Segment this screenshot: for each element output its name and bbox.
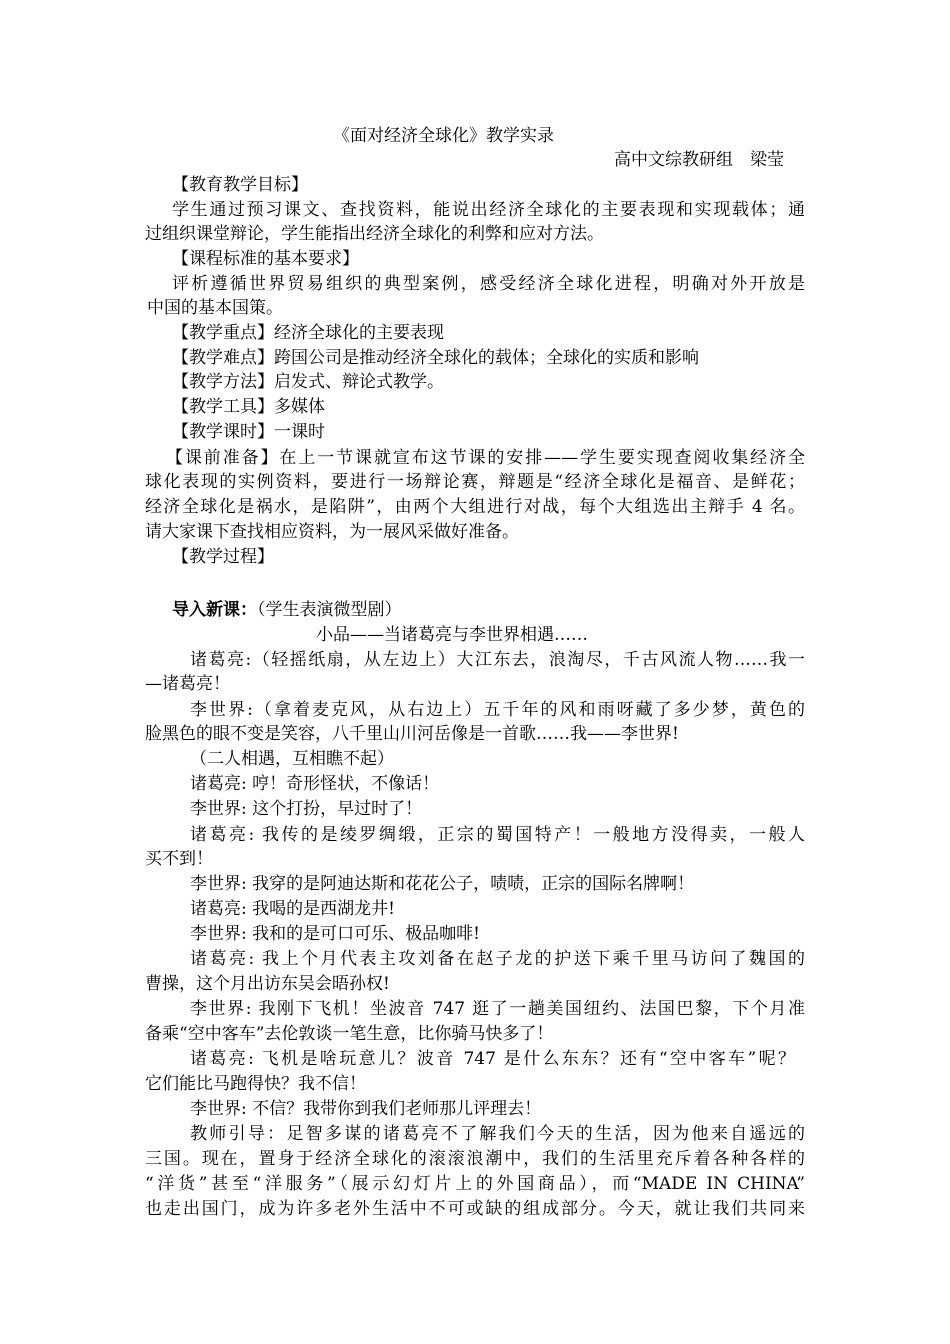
dialogue-line: 李世界:（拿着麦克风，从右边上）五千年的风和雨呀藏了多少梦，黄色的 [190,700,805,720]
dialogue-line: 李世界: 我刚下飞机！坐波音 747 逛了一趟美国纽约、法国巴黎，下个月准 [190,999,805,1019]
dialogue-line: 诸葛亮:（轻摇纸扇，从左边上）大江东去，浪淘尽，千古风流人物……我一 [190,650,805,670]
intro-note: （学生表演微型剧） [257,600,402,620]
tools-line: 【教学工具】多媒体 [172,397,325,417]
goal-text-line: 学生通过预习课文、查找资料，能说出经济全球化的主要表现和实现载体；通 [172,200,805,220]
dialogue-line: 它们能比马跑得快？我不信！ [145,1074,366,1094]
intro-label: 导入新课： [172,600,257,620]
dialogue-line: 李世界: 不信？我带你到我们老师那儿评理去！ [190,1099,542,1119]
dialogue-line: 买不到！ [145,849,213,869]
teacher-guide-line: 三国。现在，置身于经济全球化的滚滚浪潮中，我们的生活里充斥着各种各样的 [145,1149,805,1169]
goal-text-line: 过组织课堂辩论，学生能指出经济全球化的利弊和应对方法。 [145,224,604,244]
method-line: 【教学方法】启发式、辩论式教学。 [172,372,444,392]
dialogue-line: 诸葛亮: 飞机是啥玩意儿？波音 747 是什么东东？还有“空中客车”呢？ [190,1049,795,1069]
preparation-line: 球化表现的实例资料，要进行一场辩论赛，辩题是“经济全球化是福音、是鲜花； [145,472,805,492]
skit-title: 小品——当诸葛亮与李世界相遇…… [316,625,588,645]
hours-line: 【教学课时】一课时 [172,422,325,442]
key-point-line: 【教学重点】经济全球化的主要表现 [172,323,444,343]
document-title: 《面对经济全球化》教学实录 [333,126,554,146]
preparation-line: 经济全球化是祸水，是陷阱”，由两个大组进行对战，每个大组选出主辩手 4 名。 [145,497,805,517]
dialogue-line: —诸葛亮！ [145,674,230,694]
author-line: 高中文综教研组 梁莹 [614,150,784,170]
process-heading: 【教学过程】 [172,547,274,567]
dialogue-line: 备乘“空中客车”去伦敦谈一笔生意，比你骑马快多了！ [145,1024,554,1044]
dialogue-line: 脸黑色的眼不变是笑容，八千里山川河岳像是一首歌……我——李世界! [145,724,679,744]
standard-heading: 【课程标准的基本要求】 [172,249,359,269]
dialogue-line: 诸葛亮: 我上个月代表主攻刘备在赵子龙的护送下乘千里马访问了魏国的 [190,949,805,969]
dialogue-line: 李世界: 我穿的是阿迪达斯和花花公子，啧啧，正宗的国际名牌啊！ [190,874,695,894]
preparation-line: 【课前准备】在上一节课就宣布这节课的安排——学生要实现查阅收集经济全 [166,448,805,468]
difficulty-line: 【教学难点】跨国公司是推动经济全球化的载体；全球化的实质和影响 [172,348,699,368]
stage-direction: （二人相遇，互相瞧不起） [190,749,394,769]
intro-line [172,598,402,622]
dialogue-line: 李世界: 这个打扮，早过时了！ [190,799,423,819]
dialogue-line: 李世界: 我和的是可口可乐、极品咖啡! [190,924,480,944]
preparation-line: 请大家课下查找相应资料，为一展风采做好准备。 [145,522,519,542]
standard-text-line: 评析遵循世界贸易组织的典型案例，感受经济全球化进程，明确对外开放是 [172,274,805,294]
goal-heading: 【教育教学目标】 [172,175,308,195]
dialogue-line: 诸葛亮: 哼！奇形怪状，不像话！ [190,774,440,794]
dialogue-line: 诸葛亮: 我喝的是西湖龙井! [190,899,395,919]
standard-text-line: 中国的基本国策。 [147,298,283,318]
dialogue-line: 曹操，这个月出访东吴会晤孙权! [145,974,390,994]
teacher-guide-line: 教师引导：足智多谋的诸葛亮不了解我们今天的生活，因为他来自遥远的 [190,1124,805,1144]
teacher-guide-line: 也走出国门，成为许多老外生活中不可或缺的组成部分。今天，就让我们共同来 [145,1199,805,1219]
teacher-guide-line: “洋货”甚至“洋服务”（展示幻灯片上的外国商品），而“MADE IN CHINA” [145,1174,805,1194]
dialogue-line: 诸葛亮: 我传的是绫罗绸缎，正宗的蜀国特产！一般地方没得卖，一般人 [190,825,805,845]
